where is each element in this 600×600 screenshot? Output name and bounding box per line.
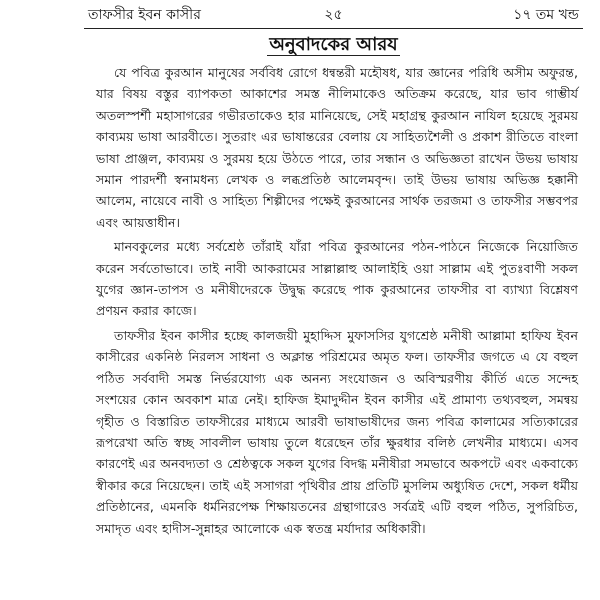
header-book-title: তাফসীর ইবন কাসীর — [88, 7, 201, 23]
header-rule — [84, 28, 583, 29]
paragraph-1: যে পবিত্র কুরআন মানুষের সর্ববিধ রোগে ধন্বন্তরী মহৌষধ, যার জ্ঞানের পরিধি অসীম অফুরন্ত, যার বিষয় বস্তুর ব্যাপকতা আকাশের সমস্ত নীলিমাকেও অতিক্রম করেছে, যার ভাব গাম্ভীর্য অতলস্পর্শী মহাসাগরের গভীরতাকেও হার মানিয়েছে, সেই মহাগ্রন্থ কুরআন নাযিল হয়েছে সুরময় কাব্যময় ভাষা আরবীতে। সুতরাং এর ভাষান্তরের বেলায় যে সাহিত্যশৈলী ও প্রকাশ রীতিতে বাংলা ভাষা প্রাঞ্জল, কাব্যময় ও সুরময় হয়ে উঠতে পারে, তার সন্ধান ও অভিজ্ঞতা রাখেন উভয় ভাষায় সমান পারদর্শী স্বনামধন্য লেখক ও লব্ধপ্রতিষ্ঠ আলেমবৃন্দ। তাই উভয় ভাষায় অভিজ্ঞ হক্কানী আলেম, নায়েবে নাবী ও সাহিত্য শিল্পীদের পক্ষেই কুরআনের সার্থক তরজমা ও তাফসীর সম্ভবপর এবং আয়ত্তাধীন। — [96, 65, 578, 230]
paragraph-2: মানবকুলের মধ্যে সর্বশ্রেষ্ঠ তাঁরাই যাঁরা পবিত্র কুরআনের পঠন-পাঠনে নিজেকে নিয়োজিত করেন সর্বতোভাবে। তাই নাবী আকরামের সাল্লাল্লাহু আলাইহি ওয়া সাল্লাম এই পুতঃবাণী সকল যুগের জ্ঞান-তাপস ও মনীষীদেরকে উদ্বুদ্ধ করেছে পাক কুরআনের তাফসীর বা ব্যাখ্যা বিশ্লেষণ প্রণয়ন করার কাজে। — [96, 239, 578, 319]
running-header — [84, 4, 583, 28]
body-text — [96, 62, 578, 542]
page-number: ২৫ — [324, 7, 343, 23]
section-title — [84, 32, 583, 58]
section-title-text: অনুবাদকের আরয — [269, 34, 398, 55]
paragraph-3: তাফসীর ইবন কাসীর হচ্ছে কালজয়ী মুহাদ্দিস মুফাসসির যুগশ্রেষ্ঠ মনীষী আল্লামা হাফিয ইবন কাসীরের একনিষ্ঠ নিরলস সাধনা ও অক্লান্ত পরিশ্রমের অমৃত ফল। তাফসীর জগতে এ যে বহুল পঠিত সর্ববাদী সমস্ত নির্ভরযোগ্য এক অনন্য সংযোজন ও অবিস্মরণীয় কীর্তি এতে সন্দেহ সংশয়ের কোন অবকাশ মাত্র নেই। হাফিজ ইমাদুদ্দীন ইবন কাসীর এই প্রামাণ্য তথ্যবহুল, সমন্বয় গৃহীত ও বিস্তারিত তাফসীরের মাধ্যমে আরবী ভাষাভাষীদের জন্য পবিত্র কালামের সত্যিকারের রূপরেখা অতি স্বচ্ছ সাবলীল ভাষায় তুলে ধরেছেন তাঁর ক্ষুরধার বলিষ্ঠ লেখনীর মাধ্যমে। এসব কারণেই এর অনবদ্যতা ও শ্রেষ্ঠত্বকে সকল যুগের বিদগ্ধ মনীষীরা সমভাবে অকপটে এবং একবাক্যে স্বীকার করে নিয়েছেন। তাই এই সসাগরা পৃথিবীর প্রায় প্রতিটি মুসলিম অধ্যুষিত দেশে, সকল ধর্মীয় প্রতিষ্ঠানের, এমনকি ধর্মনিরপেক্ষ শিক্ষায়তনের গ্রন্থাগারেও সর্বত্রই এটি বহুল পঠিত, সুপরিচিত, সমাদৃত এবং হাদীস-সুন্নাহর আলোকে এক স্বতন্ত্র মর্যাদার অধিকারী। — [96, 327, 578, 536]
header-volume: ১৭ তম খন্ড — [513, 7, 579, 23]
